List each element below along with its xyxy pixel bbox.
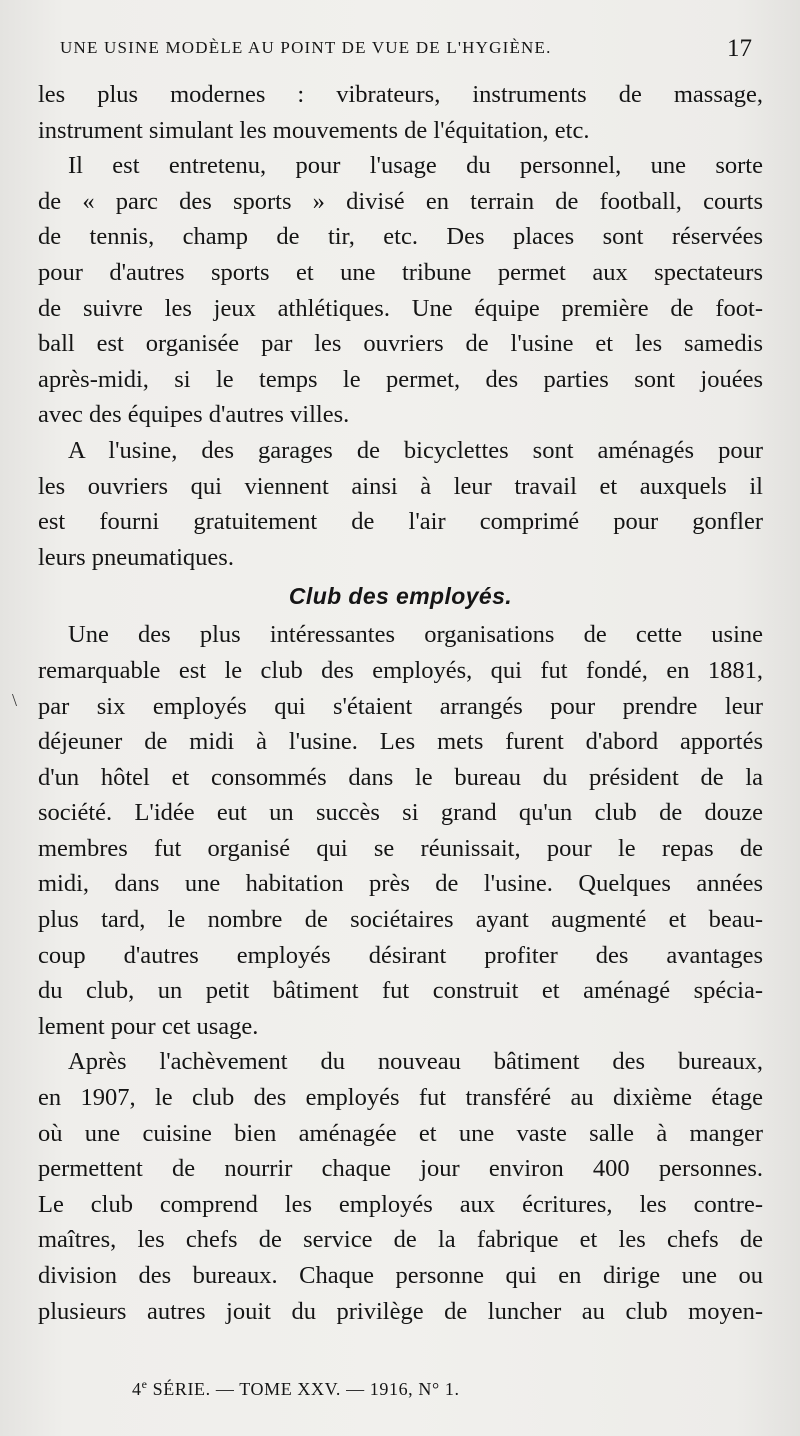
text-line: maîtres, les chefs de service de la fabrique et les chefs de [38,1226,763,1254]
text-line: par six employés qui s'étaient arrangés pour prendre leur [38,692,763,720]
text-line: plus tard, le nombre de sociétaires ayant augmenté et beau- [38,906,763,934]
text-line: de « parc des sports » divisé en terrain de football, courts [38,187,763,215]
footer-series-rest: SÉRIE. — TOME XXV. — 1916, N° 1. [147,1379,460,1399]
text-line: leurs pneumatiques. [38,543,234,571]
text-line: pour d'autres sports et une tribune permet aux spectateurs [38,258,763,286]
text-line: remarquable est le club des employés, qui fut fondé, en 1881, [38,656,763,684]
text-line: membres fut organisé qui se réunissait, pour le repas de [38,834,763,862]
body-text [38,77,763,1329]
text-line: société. L'idée eut un succès si grand qu'un club de douze [38,799,763,827]
text-line: Après l'achèvement du nouveau bâtiment des bureaux, [68,1048,763,1076]
text-line: coup d'autres employés désirant profiter des avantages [38,941,763,969]
running-title: UNE USINE MODÈLE AU POINT DE VUE DE L'HYGIÈNE. [60,38,552,57]
page-number: 17 [727,35,752,62]
text-line: Il est entretenu, pour l'usage du personnel, une sorte [68,152,763,180]
text-line: les ouvriers qui viennent ainsi à leur travail et auxquels il [38,472,763,500]
text-line: instrument simulant les mouvements de l'équitation, etc. [38,116,590,144]
footer-series-sup: e [141,1377,148,1391]
text-line: Le club comprend les employés aux écritures, les contre- [38,1190,763,1218]
section-heading: Club des employés. [288,583,513,610]
text-line: avec des équipes d'autres villes. [38,401,350,429]
text-line: midi, dans une habitation près de l'usine. Quelques années [38,870,763,898]
text-line: ball est organisée par les ouvriers de l'usine et les samedis [38,330,763,358]
text-line: les plus modernes : vibrateurs, instruments de massage, [38,81,763,108]
footer-series-number: 4 [132,1379,142,1399]
text-line: de suivre les jeux athlétiques. Une équipe première de foot- [38,294,763,322]
text-line: en 1907, le club des employés fut transféré au dixième étage [38,1084,763,1112]
text-line: division des bureaux. Chaque personne qui en dirige une ou [38,1262,763,1289]
text-line: permettent de nourrir chaque jour environ 400 personnes. [38,1155,763,1183]
text-line: A l'usine, des garages de bicyclettes sont aménagés pour [68,436,763,464]
text-line: du club, un petit bâtiment fut construit et aménagé spécia- [38,977,763,1005]
text-line: de tennis, champ de tir, etc. Des places sont réservées [38,223,763,251]
text-line: où une cuisine bien aménagée et une vaste salle à manger [38,1119,763,1147]
running-head [60,36,760,66]
text-line: est fourni gratuitement de l'air comprimé pour gonfler [38,508,763,536]
text-line: après-midi, si le temps le permet, des parties sont jouées [38,365,763,393]
margin-mark: \ [12,690,18,710]
text-line: d'un hôtel et consommés dans le bureau du président de la [38,763,763,791]
text-line: déjeuner de midi à l'usine. Les mets furent d'abord apportés [38,728,763,756]
text-line: plusieurs autres jouit du privilège de luncher au club moyen- [38,1297,763,1325]
page-footer [132,1377,460,1400]
text-line: Une des plus intéressantes organisations de cette usine [68,621,763,649]
text-line: lement pour cet usage. [38,1012,259,1040]
